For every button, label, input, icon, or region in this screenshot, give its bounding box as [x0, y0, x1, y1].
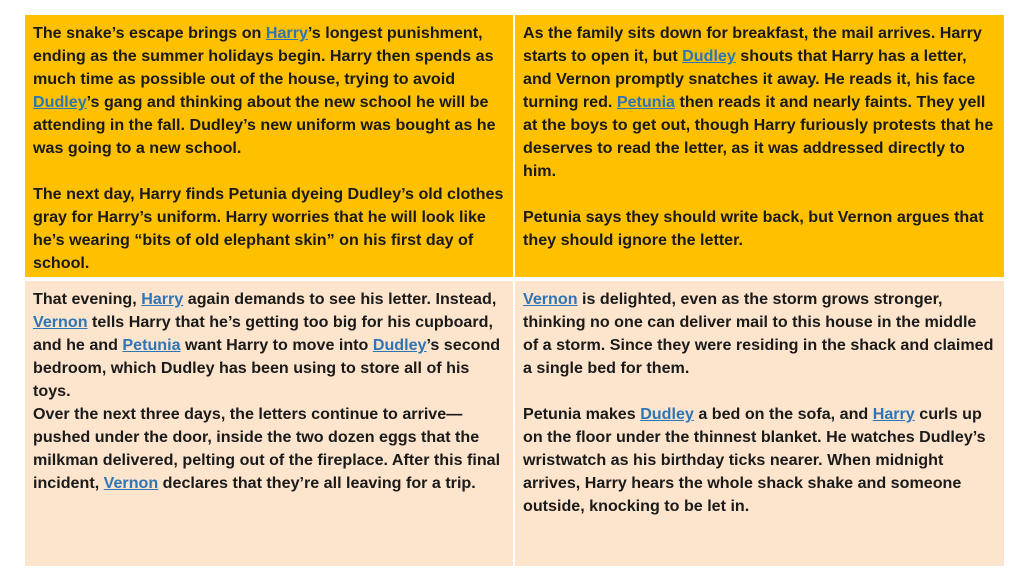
paragraph	[33, 403, 505, 495]
text-run: ’s longest punishment, ending as the summer holidays begin. Harry then spends as much time as possible out of the house, trying to avoid	[33, 24, 494, 88]
paragraph	[523, 403, 996, 518]
text-run: ’s gang and thinking about the new school he will be attending in the fall. Dudley’s new uniform was bought as he was going to a new school.	[33, 93, 496, 157]
cell-bottom-right	[514, 279, 1004, 566]
link-dudley[interactable]: Dudley	[33, 93, 87, 111]
text-run: ’s second bedroom, which Dudley has been using to store all of his toys.	[33, 336, 501, 400]
link-harry[interactable]: Harry	[265, 24, 308, 42]
text-run: The snake’s escape brings on	[33, 24, 266, 42]
cell-top-right	[514, 15, 1004, 279]
text-run: curls up on the floor under the thinnest blanket. He watches Dudley’s wristwatch as his birthday ticks nearer. When midnight arrives, Harry hears the whole shack shake and someone outside, knocking to be let in.	[523, 405, 986, 515]
paragraph	[523, 288, 996, 380]
text-run: a bed on the sofa, and	[693, 405, 873, 423]
link-petunia[interactable]: Petunia	[616, 93, 676, 111]
text-run: want Harry to move into	[180, 336, 373, 354]
paragraph: The next day, Harry finds Petunia dyeing Dudley’s old clothes gray for Harry’s uniform. Harry worries that he will look like he’s wearing “bits of old elephant skin” on his first day of school.	[33, 185, 504, 272]
text-run: That evening,	[33, 290, 142, 308]
paragraph: Petunia says they should write back, but Vernon argues that they should ignore the letter.	[523, 208, 984, 249]
paragraph	[33, 22, 505, 160]
text-run: Over the next three days, the letters continue to arrive—pushed under the door, inside the two dozen eggs that the milkman delivered, pelting out of the fireplace. After this final incident,	[33, 405, 501, 492]
text-run: tells Harry that he’s getting too big for his cupboard, and he and	[33, 313, 493, 354]
link-vernon[interactable]: Vernon	[523, 290, 578, 308]
paragraph-gap	[33, 160, 505, 183]
text-run: then reads it and nearly faints. They yell at the boys to get out, though Harry furiously protests that he deserves to read the letter, as it was addressed directly to him.	[523, 93, 994, 180]
cell-top-left	[25, 15, 514, 279]
link-dudley[interactable]: Dudley	[372, 336, 427, 354]
paragraph	[523, 22, 996, 183]
paragraph-gap	[523, 380, 996, 403]
link-dudley[interactable]: Dudley	[640, 405, 694, 423]
cell-bottom-left	[25, 279, 514, 566]
text-run: is delighted, even as the storm grows stronger, thinking no one can deliver mail to this house in the middle of a storm. Since they were residing in the shack and claimed a single bed for them.	[523, 290, 994, 377]
text-run: again demands to see his letter. Instead,	[183, 290, 497, 308]
link-vernon[interactable]: Vernon	[103, 474, 159, 492]
paragraph-gap	[523, 183, 996, 206]
text-run: Petunia makes	[523, 405, 641, 423]
link-harry[interactable]: Harry	[141, 290, 184, 308]
link-vernon[interactable]: Vernon	[33, 313, 88, 331]
link-dudley[interactable]: Dudley	[682, 47, 736, 65]
summary-table	[25, 15, 1004, 566]
paragraph	[33, 288, 505, 403]
text-run: declares that they’re all leaving for a trip.	[158, 474, 476, 492]
link-petunia[interactable]: Petunia	[122, 336, 181, 354]
text-run: shouts that Harry has a letter, and Vernon promptly snatches it away. He reads it, his face turning red.	[523, 47, 976, 111]
link-harry[interactable]: Harry	[872, 405, 915, 423]
text-run: As the family sits down for breakfast, the mail arrives. Harry starts to open it, but	[523, 24, 982, 65]
